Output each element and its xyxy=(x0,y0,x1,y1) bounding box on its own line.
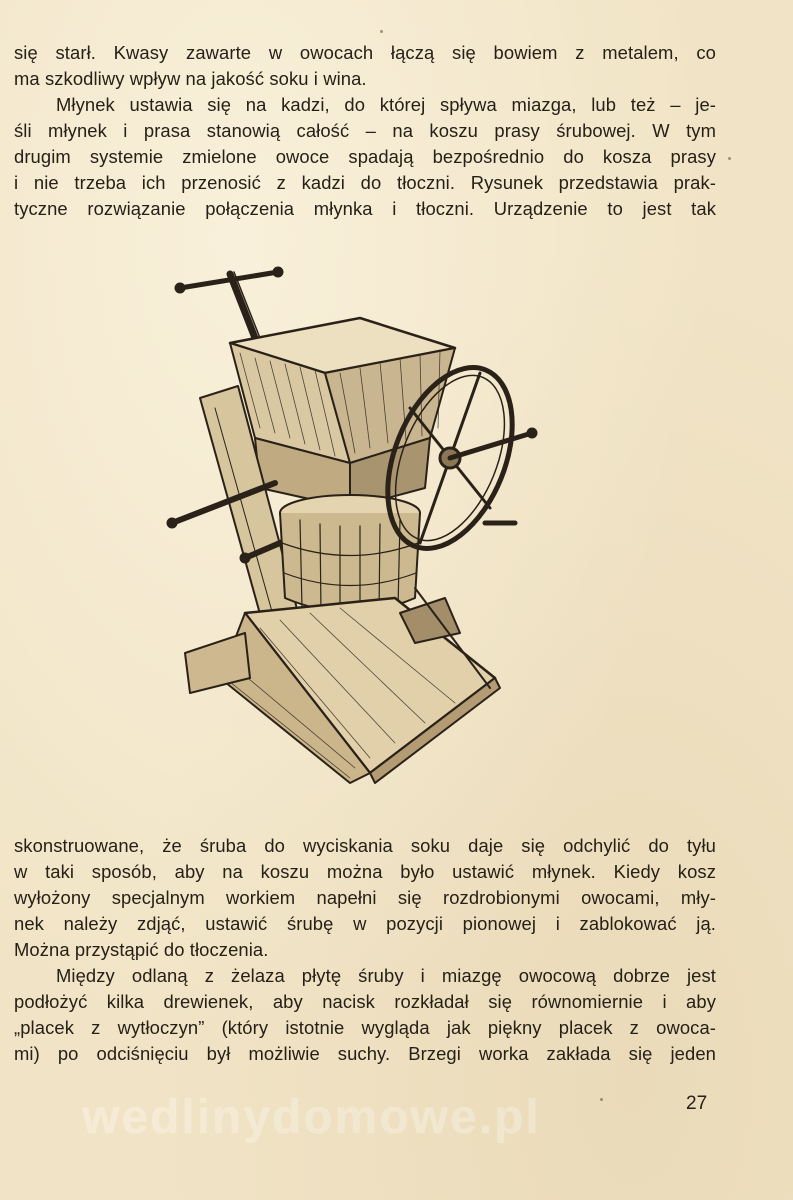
text-line: ma szkodliwy wpływ na jakość soku i wina. xyxy=(14,68,367,89)
paper-speck xyxy=(728,157,731,160)
text-line: i nie trzeba ich przenosić z kadzi do tłoczni. Rysunek przedstawia prak- xyxy=(14,172,716,193)
text-line: się starł. Kwasy zawarte w owocach łączą się bowiem z metalem, co xyxy=(14,42,716,63)
page-number: 27 xyxy=(686,1093,708,1114)
fruit-mill-press-illustration xyxy=(160,258,545,788)
text-line: mi) po odciśnięciu był możliwie suchy. Brzegi worka zakłada się jeden xyxy=(14,1043,716,1064)
text-line: skonstruowane, że śruba do wyciskania soku daje się odchylić do tyłu xyxy=(14,835,716,856)
text-line: Młynek ustawia się na kadzi, do której spływa miazga, lub też – je- xyxy=(56,94,716,115)
text-line: drugim systemie zmielone owoce spadają bezpośrednio do kosza prasy xyxy=(14,146,716,167)
text-block-bottom xyxy=(14,833,716,1067)
paper-speck xyxy=(380,30,383,33)
text-line: śli młynek i prasa stanowią całość – na koszu prasy śrubowej. W tym xyxy=(14,120,716,141)
text-line: Można przystąpić do tłoczenia. xyxy=(14,939,269,960)
paper-speck xyxy=(600,1098,603,1101)
text-line: wyłożony specjalnym workiem napełni się rozdrobionymi owocami, mły- xyxy=(14,887,716,908)
text-line: podłożyć kilka drewienek, aby nacisk rozkładał się równomiernie i aby xyxy=(14,991,716,1012)
text-line: w taki sposób, aby na koszu można było ustawić młynek. Kiedy kosz xyxy=(14,861,716,882)
text-line: Między odlaną z żelaza płytę śruby i miazgę owocową dobrze jest xyxy=(56,965,716,986)
text-line: „placek z wytłoczyn” (który istotnie wygląda jak piękny placek z owoca- xyxy=(14,1017,716,1038)
watermark: wedlinydomowe.pl xyxy=(82,1091,541,1144)
text-block-top xyxy=(14,40,716,222)
text-line: tyczne rozwiązanie połączenia młynka i tłoczni. Urządzenie to jest tak xyxy=(14,198,716,219)
text-line: nek należy zdjąć, ustawić śrubę w pozycji pionowej i zablokować ją. xyxy=(14,913,716,934)
